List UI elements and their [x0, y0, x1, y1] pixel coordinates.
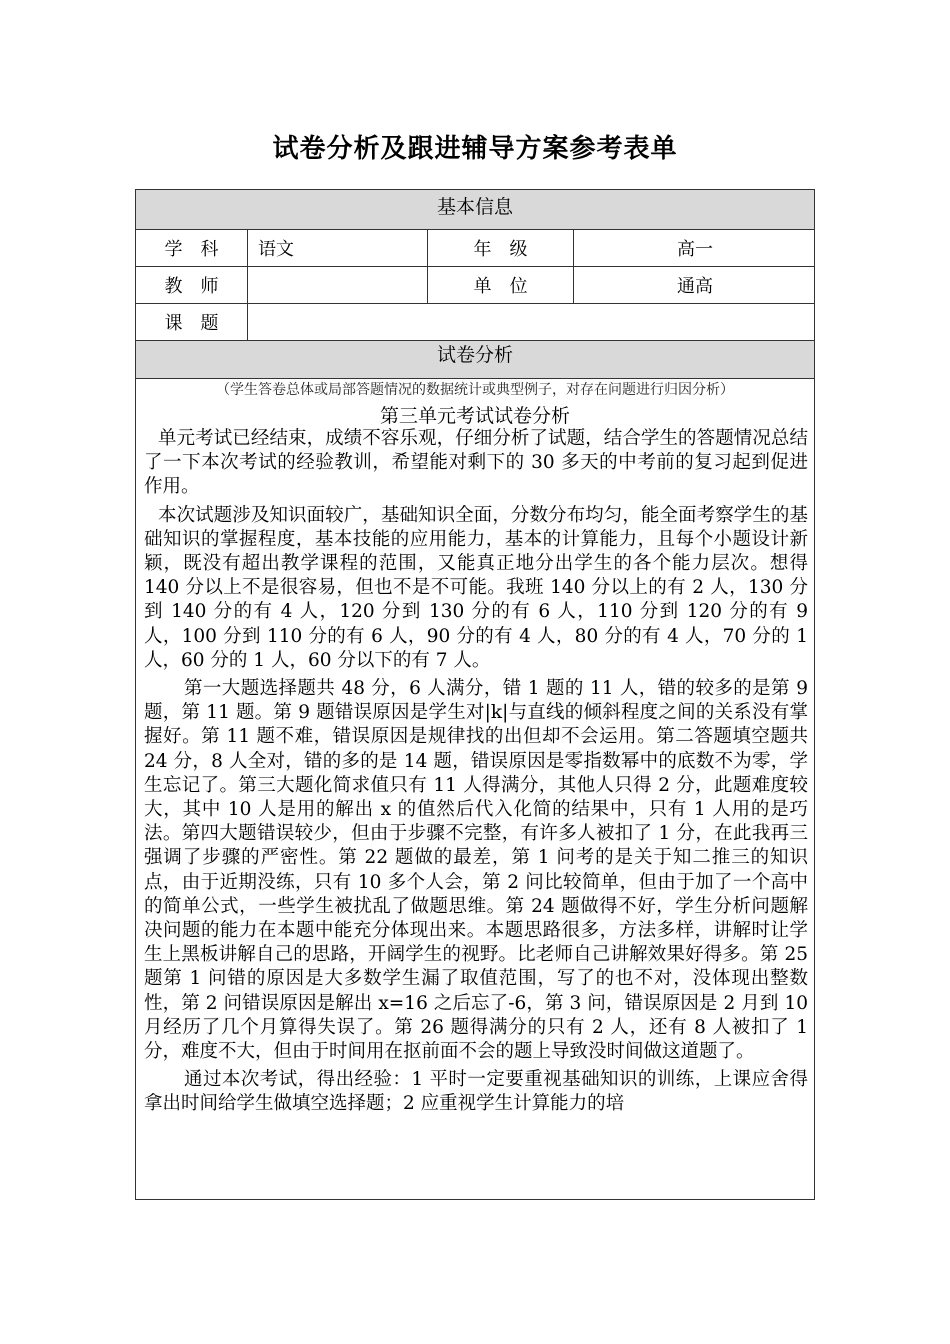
page-title: 试卷分析及跟进辅导方案参考表单	[272, 134, 678, 164]
analysis-heading: 试卷分析	[136, 341, 814, 379]
subject-grade-row	[136, 230, 814, 267]
teacher-label: 教 师	[136, 267, 248, 303]
analysis-form	[135, 189, 815, 1200]
analysis-paragraph: 第一大题选择题共 48 分，6 人满分，错 1 题的 11 人，错的较多的是第 9 题，第 11 题。第 9 题错误原因是学生对|k|与直线的倾斜程度之间的关系没有掌握好。第 11 题不难，错误原因是规律找的出但却不会运用。第二答题填空题共 24 分，8 人全对，错的多的是 14 题，错误原因是零指数幂中的底数不为零，学生忘记了。第三大题化简求值只有 11 人得满分，其他人只得 2 分，此题难度较大，其中 10 人是用的解出 x 的值然后代入化简的结果中，只有 1 人用的是巧法。第四大题错误较少，但由于步骤不完整，有许多人被扣了 1 分，在此我再三强调了步骤的严密性。第 22 题做的最差，第 1 问考的是关于知二推三的知识点，由于近期没练，只有 10 多个人会，第 2 问比较简单，但由于加了一个高中的简单公式，一些学生被扰乱了做题思维。第 24 题做得不好，学生分析问题解决问题的能力在本题中能充分体现出来。本题思路很多，方法多样，讲解时让学生上黑板讲解自己的思路，开阔学生的视野。比老师自己讲解效果好得多。第 25 题第 1 问错的原因是大多数学生漏了取值范围，写了的也不对，没体现出整数性，第 2 问错误原因是解出 x=16 之后忘了-6，第 3 问，错误原因是 2 月到 10 月经历了几个月算得失误了。第 26 题得满分的只有 2 人，还有 8 人被扣了 1 分，难度不大，但由于时间用在抠前面不会的题上导致没时间做这道题了。	[144, 678, 808, 1063]
topic-label: 课 题	[136, 304, 248, 340]
analysis-body	[144, 427, 808, 1121]
teacher-value	[248, 267, 428, 303]
analysis-doc-title: 第三单元考试试卷分析	[379, 405, 570, 427]
grade-label: 年 级	[428, 230, 574, 266]
grade-value: 高一	[677, 239, 713, 260]
basic-info-heading: 基本信息	[136, 190, 814, 230]
unit-value: 通高	[677, 276, 713, 297]
analysis-paragraph: 本次试题涉及知识面较广，基础知识全面，分数分布均匀，能全面考察学生的基础知识的掌握程度，基本技能的应用能力，基本的计算能力，且每个小题设计新颖，既没有超出教学课程的范围，又能真正地分出学生的各个能力层次。想得 140 分以上不是很容易，但也不是不可能。我班 140 分以上的有 2 人，130 分到 140 分的有 4 人，120 分到 130 分的有 6 人，110 分到 120 分的有 9 人，100 分到 110 分的有 6 人，90 分的有 4 人，80 分的有 4 人，70 分的 1 人，60 分的 1 人，60 分以下的有 7 人。	[144, 504, 808, 671]
topic-row	[136, 304, 814, 341]
subject-value: 语文	[248, 230, 428, 266]
analysis-paragraph: 通过本次考试，得出经验：1 平时一定要重视基础知识的训练，上课应舍得拿出时间给学生做填空选择题；2 应重视学生计算能力的培	[144, 1069, 808, 1115]
teacher-unit-row	[136, 267, 814, 304]
analysis-paragraph: 单元考试已经结束，成绩不容乐观，仔细分析了试题，结合学生的答题情况总结了一下本次考试的经验教训，希望能对剩下的 30 多天的中考前的复习起到促进作用。	[144, 428, 808, 498]
subject-label: 学 科	[136, 230, 248, 266]
analysis-note: （学生答卷总体或局部答题情况的数据统计或典型例子，对存在问题进行归因分析）	[216, 382, 734, 398]
unit-label: 单 位	[428, 267, 574, 303]
topic-value	[248, 304, 815, 340]
